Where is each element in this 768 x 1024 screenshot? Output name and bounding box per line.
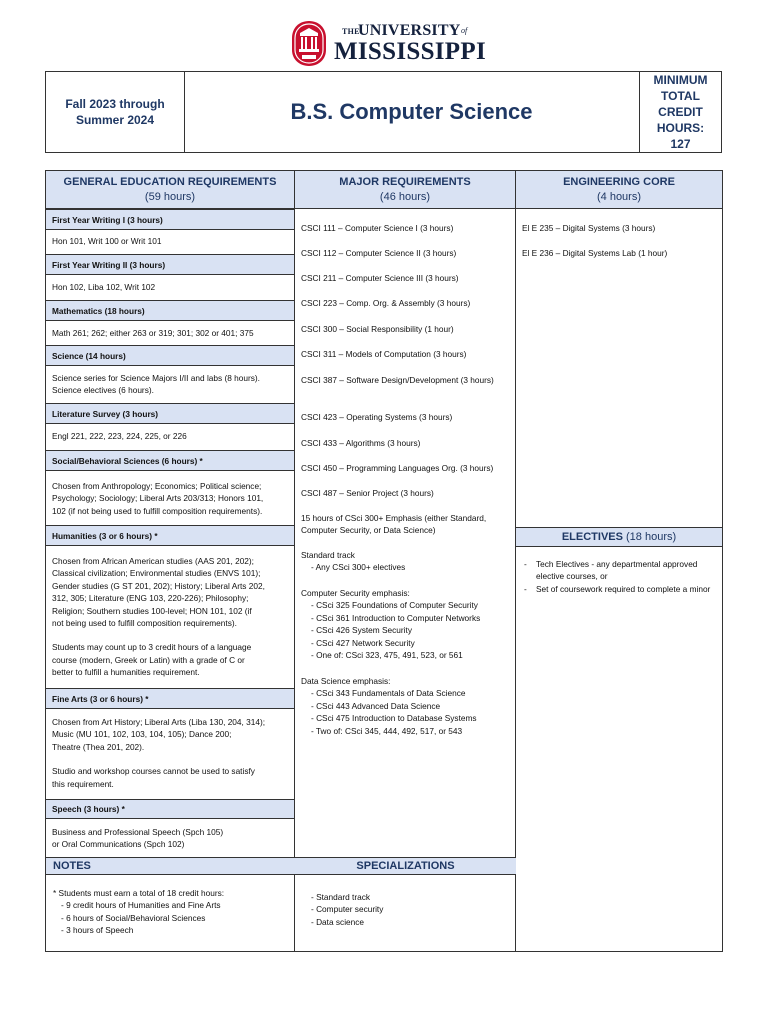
gen-ed-line: Science series for Science Majors I/II and labs (8 hours). [52,373,260,383]
gen-ed-section-title: First Year Writing II (3 hours) [46,254,294,275]
gen-ed-section-body [52,555,292,679]
track-item: - Two of: CSci 345, 444, 492, 517, or 543 [311,725,463,736]
credit-line-2: CREDIT HOURS: [656,105,705,135]
page-title: B.S. Computer Science [290,99,533,124]
gen-ed-spacer [52,753,292,765]
major-header [295,171,515,209]
major-course: CSCI 450 – Programming Languages Org. (3 hours) [301,463,494,473]
logo-university: UNIVERSITY [358,22,461,39]
major-course: CSCI 387 – Software Design/Development (3 hours) [301,375,494,385]
requirements-table [45,170,723,952]
gen-ed-line: Religion; Southern studies 100-level; HON 101, 102 (if [52,605,252,616]
logo-mississippi: MISSISSIPPI [334,38,486,65]
term-cell [46,72,185,152]
engineering-header [516,171,722,209]
term-line-1: Fall 2023 through [65,97,165,111]
gen-ed-section-title: Speech (3 hours) * [46,799,294,819]
elective-text: Set of coursework required to complete a minor [536,583,711,594]
logo-the: THE [342,27,360,36]
track-item: - One of: CSci 323, 475, 491, 523, or 561 [311,650,463,661]
header-box [45,71,722,153]
gen-ed-section-title: Mathematics (18 hours) [46,300,294,321]
major-course: CSCI 111 – Computer Science I (3 hours) [301,223,454,233]
specialization-item: - Data science [311,916,365,927]
term-line-2: Summer 2024 [75,113,155,127]
university-logo [332,24,492,64]
track-security [301,587,516,661]
engineering-heading: ENGINEERING CORE [563,176,675,188]
bullet-dash: - [524,583,527,594]
electives-hours: (18 hours) [626,531,677,543]
specializations-body [311,891,383,928]
notes-line: - 9 credit hours of Humanities and Fine Arts [61,900,221,911]
elective-text: Tech Electives - any departmental approved elective courses, or [536,559,698,582]
major-course: CSCI 112 – Computer Science II (3 hours) [301,248,457,258]
engineering-hours: (4 hours) [596,191,642,203]
gen-ed-line: Studio and workshop courses cannot be used to satisfy [52,766,255,777]
track-data-science [301,675,516,737]
gen-ed-line: Students may count up to 3 credit hours of a language [52,642,252,653]
gen-ed-line: Engl 221, 222, 223, 224, 225, or 226 [52,431,187,441]
gen-ed-section-body [52,372,292,397]
major-course: CSCI 223 – Comp. Org. & Assembly (3 hours) [301,298,471,308]
gen-ed-line: Chosen from African American studies (AAS 201, 202); [52,556,254,566]
gen-ed-line: Chosen from Anthropology; Economics; Political science; [52,481,262,491]
specialization-item: - Standard track [311,892,371,902]
gen-ed-line: Music (MU 101, 102, 103, 104, 105); Dance 200; [52,729,232,740]
gen-ed-line: course (modern, Greek or Latin) with a grade of C or [52,654,245,665]
credit-value: 127 [670,137,691,151]
gen-ed-line: Math 261; 262; either 263 or 319; 301; 302 or 401; 375 [52,328,254,338]
gen-ed-section-title: Social/Behavioral Sciences (6 hours) * [46,450,294,471]
elective-item [524,583,716,595]
track-title: Computer Security emphasis: [301,588,410,598]
major-course: CSCI 300 – Social Responsibility (1 hour) [301,324,454,334]
gen-ed-hours: (59 hours) [144,191,196,203]
track-standard [301,549,516,574]
notes-body [53,887,224,937]
gen-ed-section-body [52,716,292,790]
track-item: - CSci 443 Advanced Data Science [311,700,441,711]
bullet-dash: - [524,559,527,569]
gen-ed-line: 312, 305; Literature (ENG 103, 220-226); Philosophy; [52,593,249,604]
gen-ed-section-body [52,327,292,339]
electives-heading: ELECTIVES [561,531,623,543]
gen-ed-line: 102 (if not being used to fulfill composition requirements). [52,505,263,516]
gen-ed-line: this requirement. [52,778,114,789]
gen-ed-heading: GENERAL EDUCATION REQUIREMENTS [63,176,277,188]
gen-ed-section-body [52,430,292,442]
major-course: CSCI 423 – Operating Systems (3 hours) [301,412,453,422]
emphasis-intro: 15 hours of CSci 300+ Emphasis (either Standard, Computer Security, or Data Science) [301,513,487,536]
track-item: - Any CSci 300+ electives [311,562,406,573]
track-item: - CSci 426 System Security [311,625,412,636]
credit-line-1: MINIMUM TOTAL [653,73,708,103]
track-item: - CSci 427 Network Security [311,637,415,648]
gen-ed-line: or Oral Communications (Spch 102) [52,839,185,850]
gen-ed-section-title: Science (14 hours) [46,345,294,366]
gen-ed-section-title: Literature Survey (3 hours) [46,403,294,424]
major-course: CSCI 211 – Computer Science III (3 hours) [301,273,459,283]
gen-ed-header [46,171,294,209]
track-title: Standard track [301,550,355,560]
gen-ed-line: better to fulfill a humanities requirement. [52,667,200,678]
university-seal-icon [291,20,327,67]
gen-ed-section-title: Humanities (3 or 6 hours) * [46,525,294,546]
gen-ed-line: Chosen from Art History; Liberal Arts (Liba 130, 204, 314); [52,717,266,727]
credit-hours-cell [639,72,721,152]
gen-ed-line: Psychology; Sociology; Liberal Arts 203/313; Honors 101, [52,493,264,504]
electives-header [516,527,722,547]
specialization-item: - Computer security [311,904,384,915]
track-item: - CSci 361 Introduction to Computer Networks [311,612,481,623]
major-course: CSCI 433 – Algorithms (3 hours) [301,438,421,448]
notes-header: NOTES [46,857,295,875]
specializations-header: SPECIALIZATIONS [295,857,516,875]
gen-ed-line: Hon 101, Writ 100 or Writ 101 [52,236,162,246]
gen-ed-line: not being used to fulfill composition requirements). [52,618,237,629]
track-title: Data Science emphasis: [301,676,391,686]
major-course: CSCI 311 – Models of Computation (3 hours) [301,349,467,359]
major-course: CSCI 487 – Senior Project (3 hours) [301,488,434,498]
gen-ed-section-body [52,281,292,293]
gen-ed-section-title: First Year Writing I (3 hours) [46,209,294,230]
gen-ed-section-body [52,480,292,517]
notes-line: - 3 hours of Speech [61,925,134,936]
gen-ed-section-body [52,826,292,851]
gen-ed-line: Science electives (6 hours). [52,385,154,396]
gen-ed-line: Classical civilization; Environmental studies (ENVS 101); [52,568,261,579]
gen-ed-spacer [52,629,292,641]
track-item: - CSci 343 Fundamentals of Data Science [311,688,466,699]
logo-of: of [461,26,468,35]
notes-line: - 6 hours of Social/Behavioral Sciences [61,912,206,923]
gen-ed-section-title: Fine Arts (3 or 6 hours) * [46,688,294,709]
gen-ed-line: Gender studies (G ST 201, 202); History; Liberal Arts 202, [52,580,265,591]
engineering-course: El E 236 – Digital Systems Lab (1 hour) [522,248,668,258]
gen-ed-line: Hon 102, Liba 102, Writ 102 [52,282,156,292]
elective-item [524,558,716,583]
engineering-course: El E 235 – Digital Systems (3 hours) [522,223,656,233]
track-item: - CSci 325 Foundations of Computer Security [311,600,478,611]
major-heading: MAJOR REQUIREMENTS [339,176,471,188]
gen-ed-line: Business and Professional Speech (Spch 105) [52,827,224,837]
electives-list [524,558,716,595]
gen-ed-line: Theatre (Thea 201, 202). [52,741,145,752]
track-item: - CSci 475 Introduction to Database Systems [311,713,477,724]
major-hours: (46 hours) [379,191,431,203]
gen-ed-section-body [52,235,292,247]
notes-line: * Students must earn a total of 18 credit hours: [53,888,225,898]
